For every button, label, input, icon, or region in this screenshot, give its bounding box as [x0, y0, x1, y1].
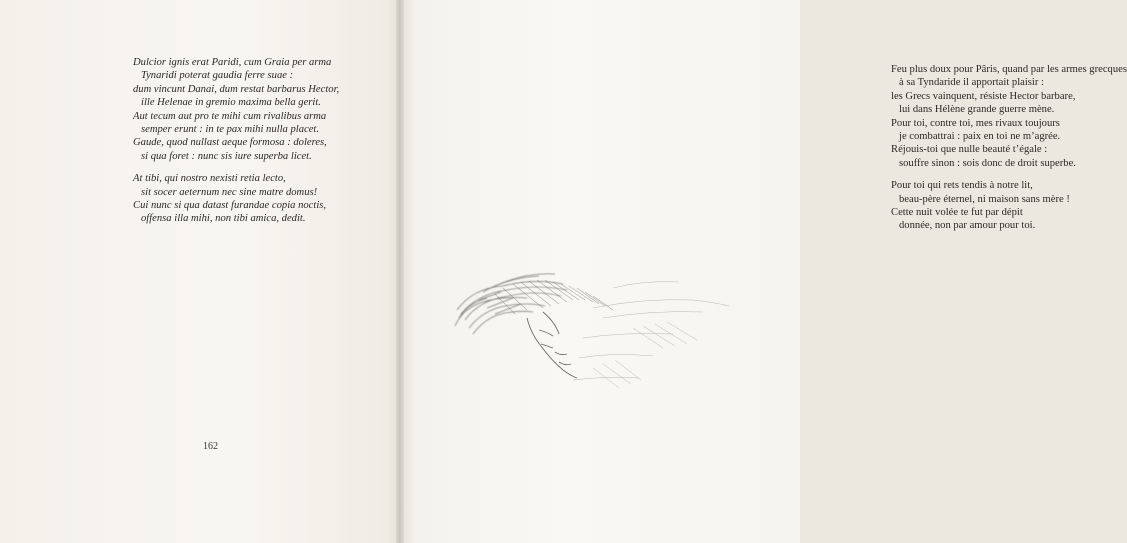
- verse-line: souffre sinon : sois donc de droit superbe.: [899, 157, 1076, 169]
- verse-line: si qua foret : nunc sis iure superba licet.: [141, 150, 312, 162]
- verse-line: Cui nunc si qua datast furandae copia noctis,: [133, 199, 327, 211]
- verse-line: dum vincunt Danai, dum restat barbarus Hector,: [133, 83, 340, 95]
- left-page: [0, 0, 400, 543]
- verse-line: Pour toi, contre toi, mes rivaux toujours: [891, 117, 1060, 129]
- stanza-break: [133, 163, 339, 172]
- verse-line: ille Helenae in gremio maxima bella gerit.: [141, 97, 321, 109]
- verse-line: Gaude, quod nullast aeque formosa : doleres,: [133, 137, 327, 149]
- verse-line: Aut tecum aut pro te mihi cum rivalibus arma: [133, 110, 327, 122]
- sleeping-face-sketch-icon: [443, 248, 737, 406]
- verse-line: donnée, non par amour pour toi.: [899, 220, 1036, 232]
- verse-line: je combattrai : paix en toi ne m’agrée.: [899, 130, 1061, 142]
- verse-line: beau-père éternel, ni maison sans mère !: [899, 193, 1070, 205]
- verse-line: At tibi, qui nostro nexisti retia lecto,: [133, 173, 286, 185]
- book-gutter: [396, 0, 404, 543]
- verse-line: Tynaridi poterat gaudia ferre suae :: [141, 70, 294, 82]
- stanza-break: [891, 170, 1127, 179]
- latin-poem: [133, 56, 339, 226]
- verse-line: Cette nuit volée te fut par dépit: [891, 206, 1023, 218]
- page-number: 162: [203, 441, 218, 452]
- verse-line: Feu plus doux pour Pâris, quand par les armes grecques: [891, 64, 1127, 75]
- french-poem: [891, 63, 1127, 233]
- verse-line: Pour toi qui rets tendis à notre lit,: [891, 180, 1033, 192]
- verse-line: Dulcior ignis erat Paridi, cum Graia per arma: [133, 57, 332, 68]
- verse-line: les Grecs vainquent, résiste Hector barbare,: [891, 90, 1076, 102]
- verse-line: sit socer aeternum nec sine matre domus!: [141, 186, 318, 198]
- verse-line: à sa Tyndaride il apportait plaisir :: [899, 77, 1044, 89]
- verse-line: Réjouis-toi que nulle beauté t’égale :: [891, 144, 1048, 156]
- verse-line: offensa illa mihi, non tibi amica, dedit.: [141, 213, 306, 225]
- verse-line: semper erunt : in te pax mihi nulla placet.: [141, 123, 319, 135]
- verse-line: lui dans Hélène grande guerre mène.: [899, 104, 1055, 116]
